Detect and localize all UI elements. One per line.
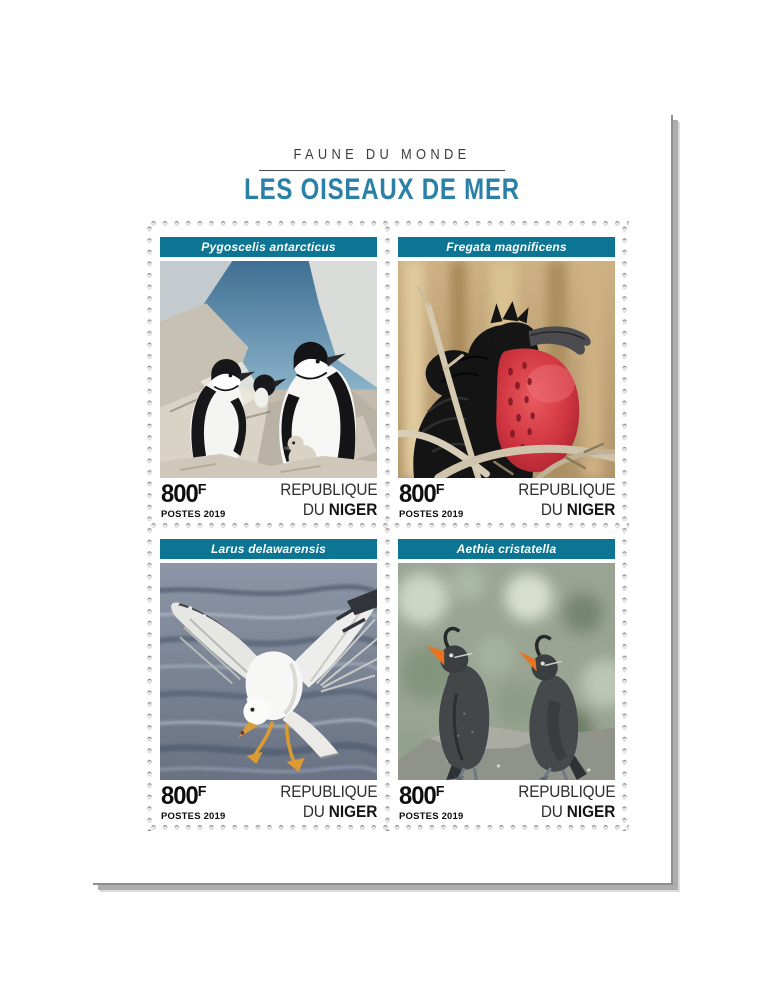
- country-name: REPUBLIQUE DU NIGER: [279, 783, 377, 821]
- species-banner: Larus delawarensis: [160, 539, 377, 559]
- stamp-sheet: [93, 115, 673, 885]
- frigatebird-illustration: [398, 261, 615, 478]
- stamp-aethia-cristatella: [387, 525, 625, 827]
- photo-frigatebird: [398, 261, 615, 478]
- stamp-labels: [160, 783, 377, 825]
- postes-year: POSTES 2019: [399, 811, 464, 822]
- stamp-labels: [398, 481, 615, 523]
- currency-letter: F: [197, 481, 207, 498]
- title-underline: [259, 170, 505, 171]
- currency-letter: F: [435, 481, 445, 498]
- denomination: $800^F$: [161, 782, 207, 810]
- postes-year: POSTES 2019: [161, 509, 226, 520]
- species-banner: Pygoscelis antarcticus: [160, 237, 377, 257]
- photo-gull: [160, 563, 377, 780]
- species-banner: Fregata magnificens: [398, 237, 615, 257]
- stamp-labels: [398, 783, 615, 825]
- stamp-pygoscelis-antarcticus: [149, 223, 387, 525]
- country-name: REPUBLIQUE DU NIGER: [279, 481, 377, 519]
- postes-year: POSTES 2019: [399, 509, 464, 520]
- photo-chinstrap-penguins: [160, 261, 377, 478]
- postes-year: POSTES 2019: [161, 811, 226, 822]
- series-title: FAUNE DU MONDE: [293, 146, 471, 163]
- country-name: REPUBLIQUE DU NIGER: [517, 783, 615, 821]
- species-banner: Aethia cristatella: [398, 539, 615, 559]
- currency-letter: F: [197, 783, 207, 800]
- stamp-larus-delawarensis: [149, 525, 387, 827]
- denomination: $800^F$: [399, 782, 445, 810]
- sheet-title: LES OISEAUX DE MER: [244, 173, 520, 206]
- penguins-illustration: [160, 261, 377, 478]
- gull-illustration: [160, 563, 377, 780]
- denomination: $800^F$: [161, 480, 207, 508]
- denomination: $800^F$: [399, 480, 445, 508]
- country-name: REPUBLIQUE DU NIGER: [517, 481, 615, 519]
- stamp-fregata-magnificens: [387, 223, 625, 525]
- stamp-labels: [160, 481, 377, 523]
- auklets-illustration: [398, 563, 615, 780]
- stamp-block: [149, 223, 629, 831]
- currency-letter: F: [435, 783, 445, 800]
- photo-auklets: [398, 563, 615, 780]
